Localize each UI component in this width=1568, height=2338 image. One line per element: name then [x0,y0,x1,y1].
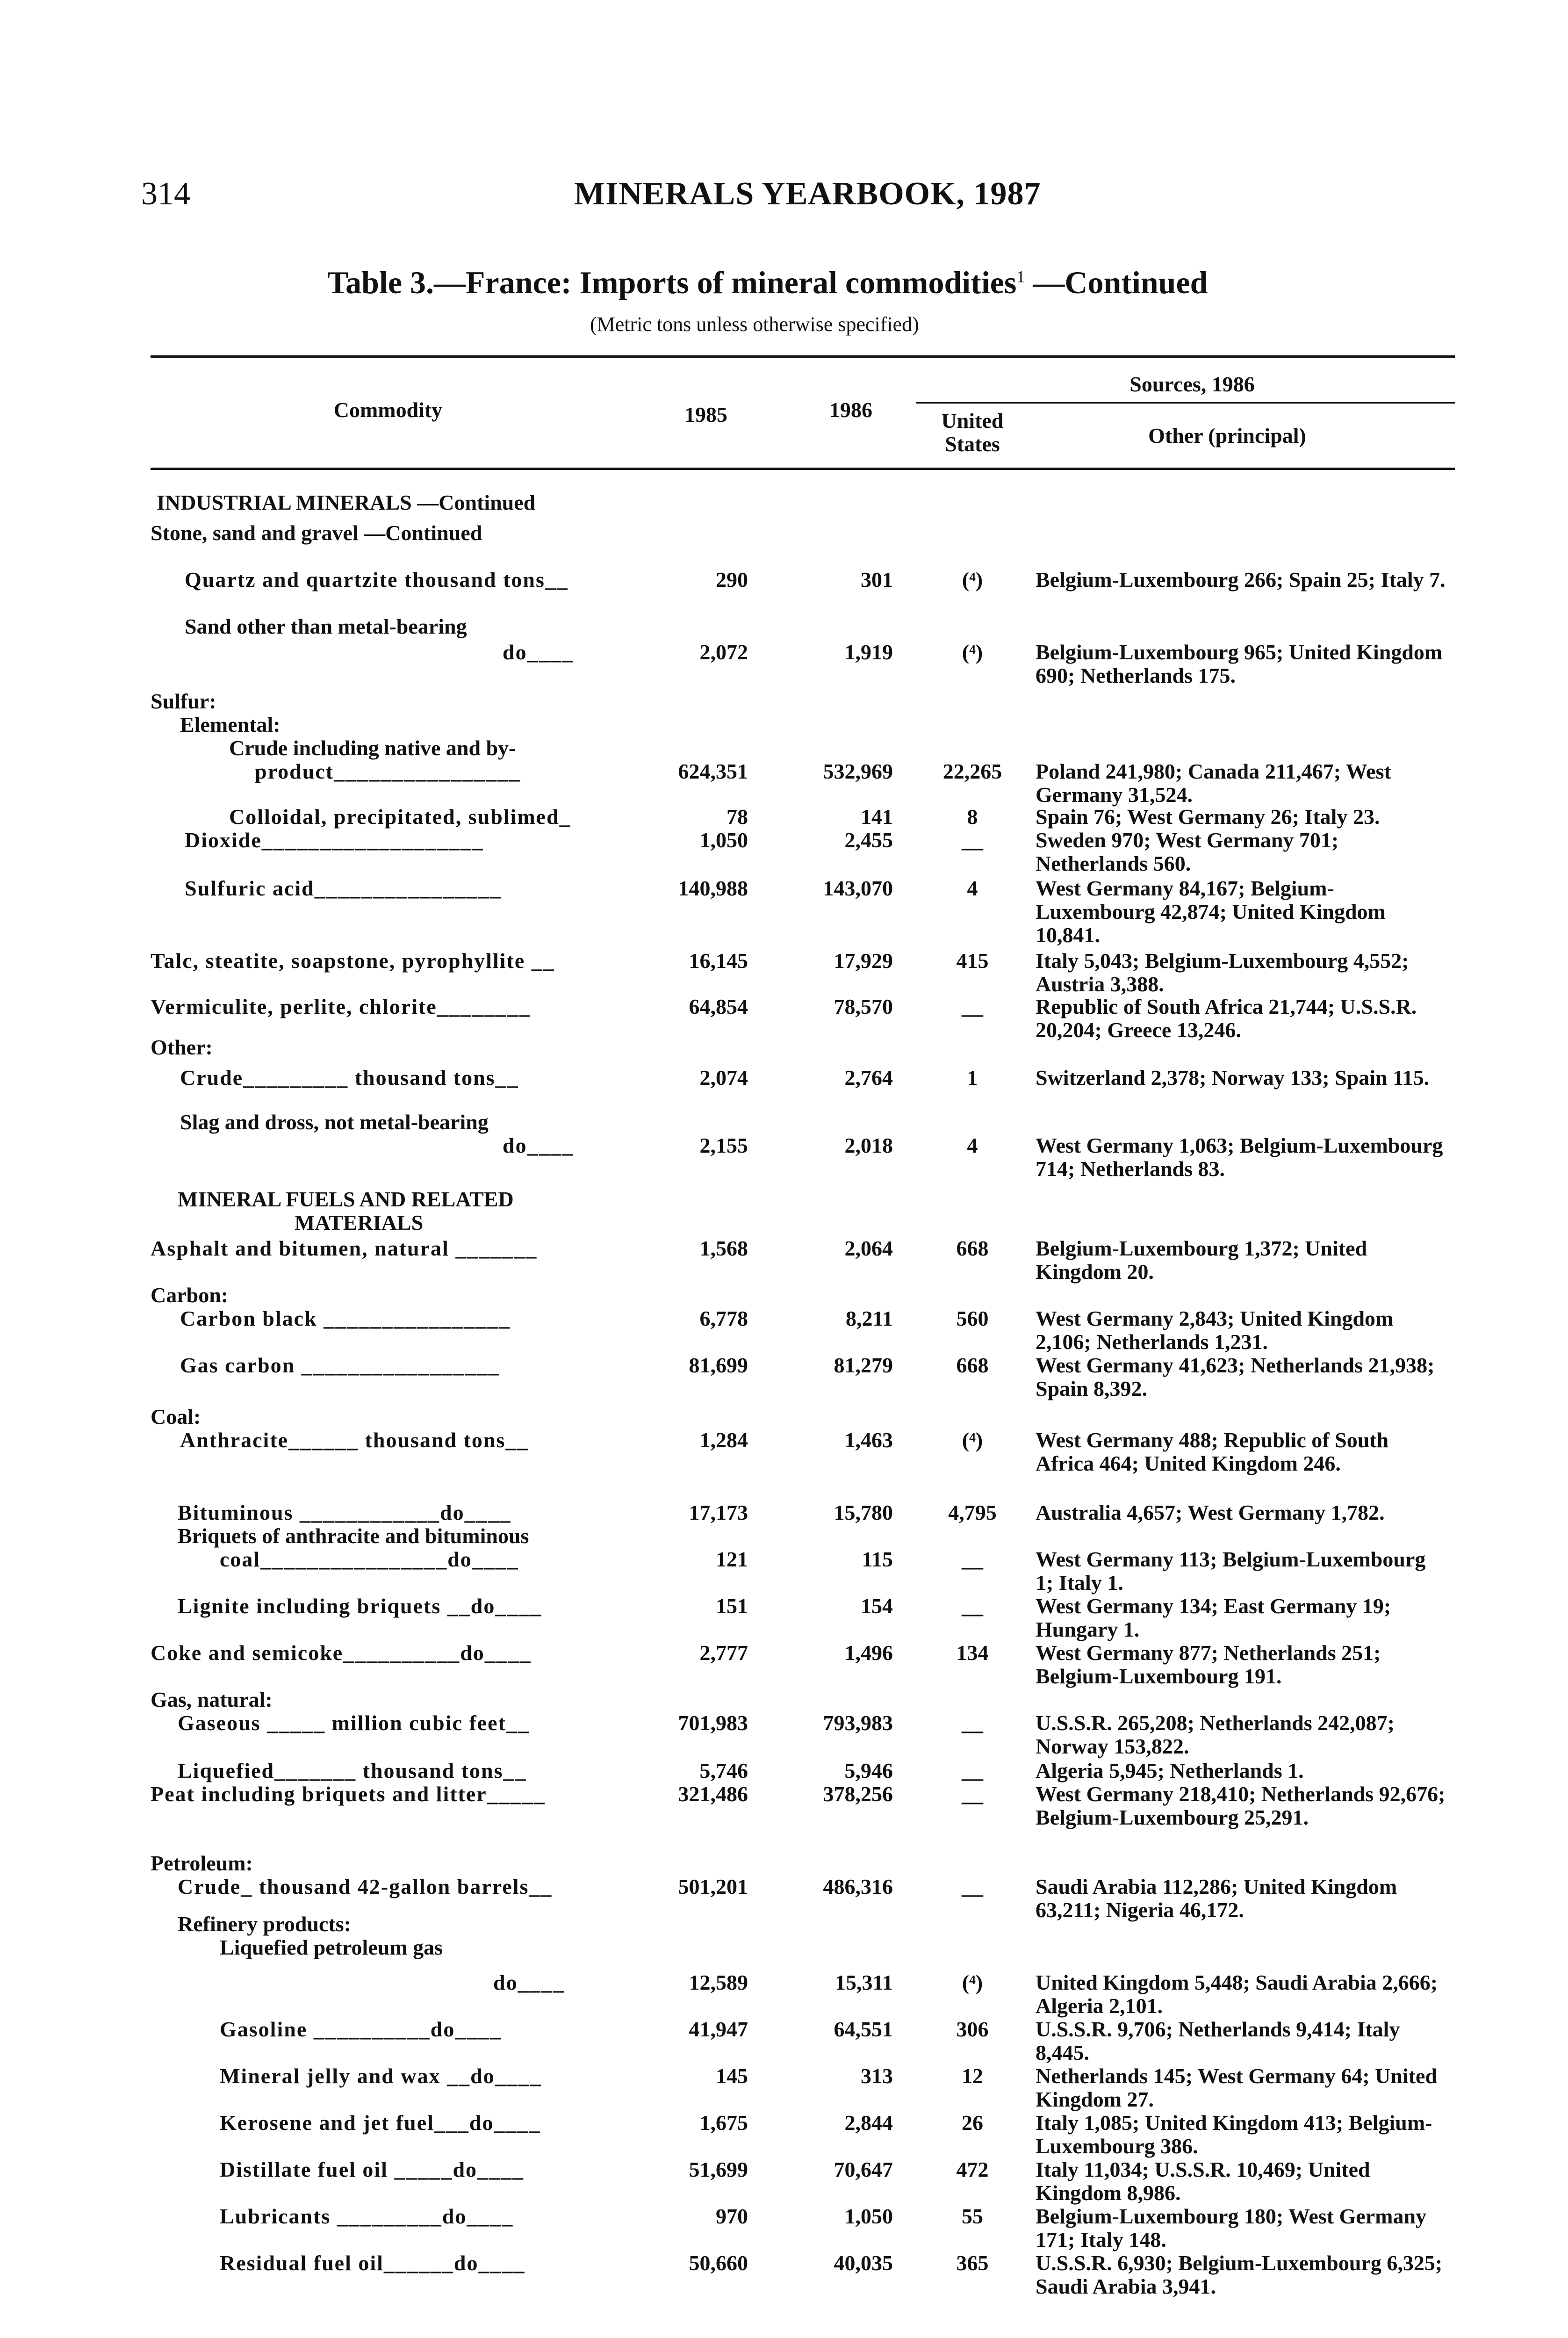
value-united-states: 668 [956,1353,989,1377]
value-1985: 78 [726,805,748,829]
value-other-sources: Belgium-Luxembourg 180; West Germany 171; Italy 148. [1036,2204,1427,2251]
value-other-sources: United Kingdom 5,448; Saudi Arabia 2,666; Algeria 2,101. [1036,1970,1438,2018]
value-united-states: (⁴) [962,568,983,592]
row-label: Crude_ thousand 42-gallon barrels__ [178,1875,553,1898]
sources-rule [916,402,1455,404]
value-united-states: 134 [956,1641,989,1665]
section-refinery-products: Refinery products: [178,1912,351,1936]
value-united-states: 55 [962,2204,983,2228]
value-united-states: 22,265 [942,759,1002,783]
value-1986: 15,780 [834,1501,893,1524]
value-1986: 2,064 [844,1236,893,1260]
row-label: Peat including briquets and litter_____ [151,1782,546,1806]
section-industrial-minerals: INDUSTRIAL MINERALS —Continued [157,491,536,514]
value-1986: 5,946 [844,1759,893,1782]
section-stone-sand-gravel: Stone, sand and gravel —Continued [151,521,482,545]
row-label: Gas carbon _________________ [180,1353,500,1377]
row-label: product________________ [255,759,521,783]
value-other-sources: Algeria 5,945; Netherlands 1. [1036,1759,1304,1782]
header-bottom-rule [151,468,1455,470]
value-1985: 290 [716,568,748,592]
row-label: Lignite including briquets __do____ [178,1594,542,1618]
value-united-states: __ [962,1711,983,1735]
table-subtitle: (Metric tons unless otherwise specified) [590,313,919,336]
table-title-suffix: —Continued [1025,265,1208,300]
row-label: Crude_________ thousand tons__ [180,1066,519,1090]
value-other-sources: Belgium-Luxembourg 266; Spain 25; Italy 7. [1036,568,1446,592]
section-crude-native: Crude including native and by- [229,736,516,760]
value-1986: 8,211 [846,1306,893,1330]
value-united-states: 4 [967,1133,978,1157]
section-lpg: Liquefied petroleum gas [220,1935,443,1959]
value-1985: 121 [716,1547,748,1571]
value-united-states: __ [962,995,983,1018]
value-1986: 2,455 [844,828,893,852]
value-1986: 2,018 [844,1133,893,1157]
value-1986: 378,256 [823,1782,893,1806]
row-label: Distillate fuel oil _____do____ [220,2158,525,2181]
value-1985: 64,854 [689,995,748,1018]
value-united-states: __ [962,828,983,852]
section-carbon: Carbon: [151,1283,229,1307]
row-label: Carbon black ________________ [180,1306,511,1330]
section-briquets: Briquets of anthracite and bituminous [178,1524,529,1548]
value-united-states: 1 [967,1066,978,1090]
row-label: Coke and semicoke__________do____ [151,1641,532,1665]
value-other-sources: West Germany 218,410; Netherlands 92,676; Belgium-Luxembourg 25,291. [1036,1782,1446,1829]
value-1986: 1,050 [844,2204,893,2228]
section-sand-other: Sand other than metal-bearing [185,614,467,638]
value-1986: 64,551 [834,2017,893,2041]
value-1985: 6,778 [699,1306,748,1330]
value-1985: 2,777 [699,1641,748,1665]
value-1985: 51,699 [689,2158,748,2181]
value-1985: 2,074 [699,1066,748,1090]
row-label: Dioxide___________________ [185,828,484,852]
value-other-sources: U.S.S.R. 9,706; Netherlands 9,414; Italy 8,445. [1036,2017,1400,2064]
value-other-sources: Saudi Arabia 112,286; United Kingdom 63,211; Nigeria 46,172. [1036,1875,1397,1922]
value-1985: 17,173 [689,1501,748,1524]
value-united-states: 560 [956,1306,989,1330]
section-coal: Coal: [151,1405,201,1429]
value-1986: 2,764 [844,1066,893,1090]
table-title-footnote-mark: 1 [1016,267,1025,286]
value-united-states: 8 [967,805,978,829]
running-head: MINERALS YEARBOOK, 1987 [574,176,1041,212]
col-header-1986: 1986 [829,398,872,422]
value-1985: 501,201 [678,1875,748,1898]
value-other-sources: Spain 76; West Germany 26; Italy 23. [1036,805,1380,829]
row-label: do____ [493,1970,565,1994]
page-number: 314 [141,176,190,212]
value-1986: 1,919 [844,640,893,664]
value-united-states: 12 [962,2064,983,2088]
value-1986: 1,496 [844,1641,893,1665]
value-united-states: __ [962,1782,983,1806]
value-1985: 1,050 [699,828,748,852]
value-united-states: 4,795 [948,1501,997,1524]
value-other-sources: Italy 1,085; United Kingdom 413; Belgium-Luxembourg 386. [1036,2111,1432,2158]
value-other-sources: Switzerland 2,378; Norway 133; Spain 115. [1036,1066,1430,1090]
row-label: Quartz and quartzite thousand tons__ [185,568,568,592]
value-1985: 41,947 [689,2017,748,2041]
value-1985: 2,155 [699,1133,748,1157]
value-other-sources: Australia 4,657; West Germany 1,782. [1036,1501,1385,1524]
value-1985: 1,284 [699,1428,748,1452]
table-title-text: Table 3.—France: Imports of mineral commodities [327,265,1017,300]
value-other-sources: West Germany 41,623; Netherlands 21,938; Spain 8,392. [1036,1353,1435,1400]
value-other-sources: Sweden 970; West Germany 701; Netherlands 560. [1036,828,1339,875]
section-petroleum: Petroleum: [151,1851,253,1875]
value-1986: 486,316 [823,1875,893,1898]
value-1986: 793,983 [823,1711,893,1735]
value-1985: 50,660 [689,2251,748,2275]
row-label: Sulfuric acid________________ [185,876,502,900]
row-label: Gasoline __________do____ [220,2017,502,2041]
col-header-sources: Sources, 1986 [1129,372,1255,396]
section-materials: MATERIALS [295,1211,424,1234]
value-1985: 16,145 [689,949,748,973]
value-other-sources: West Germany 134; East Germany 19; Hungary 1. [1036,1594,1391,1641]
value-other-sources: U.S.S.R. 6,930; Belgium-Luxembourg 6,325; Saudi Arabia 3,941. [1036,2251,1443,2298]
col-header-other: Other (principal) [1148,424,1306,447]
section-gas-natural: Gas, natural: [151,1688,273,1711]
row-label: Gaseous _____ million cubic feet__ [178,1711,530,1735]
value-united-states: (⁴) [962,640,983,664]
value-other-sources: U.S.S.R. 265,208; Netherlands 242,087; Norway 153,822. [1036,1711,1395,1758]
row-label: Slag and dross, not metal-bearing [180,1110,489,1134]
row-label: Anthracite______ thousand tons__ [180,1428,529,1452]
value-1985: 12,589 [689,1970,748,1994]
col-header-commodity: Commodity [333,398,443,422]
value-1985: 970 [716,2204,748,2228]
row-label: Lubricants _________do____ [220,2204,514,2228]
value-united-states: (⁴) [962,1428,983,1452]
col-header-united-states: United States [941,409,1004,456]
value-1986: 301 [861,568,893,592]
row-label: Vermiculite, perlite, chlorite________ [151,995,531,1018]
value-united-states: 4 [967,876,978,900]
value-1986: 15,311 [835,1970,893,1994]
row-label: coal________________do____ [220,1547,519,1571]
row-label: Asphalt and bitumen, natural _______ [151,1236,538,1260]
row-label: Talc, steatite, soapstone, pyrophyllite __ [151,949,555,973]
row-label: Kerosene and jet fuel___do____ [220,2111,541,2135]
value-other-sources: Belgium-Luxembourg 965; United Kingdom 690; Netherlands 175. [1036,640,1443,687]
value-united-states: __ [962,1875,983,1898]
value-other-sources: West Germany 488; Republic of South Africa 464; United Kingdom 246. [1036,1428,1389,1475]
value-1986: 70,647 [834,2158,893,2181]
row-label: Bituminous ____________do____ [178,1501,511,1524]
value-1985: 1,568 [699,1236,748,1260]
value-other-sources: Italy 5,043; Belgium-Luxembourg 4,552; Austria 3,388. [1036,949,1409,996]
value-1986: 81,279 [834,1353,893,1377]
value-other-sources: West Germany 113; Belgium-Luxembourg 1; Italy 1. [1036,1547,1426,1595]
value-other-sources: Republic of South Africa 21,744; U.S.S.R. 20,204; Greece 13,246. [1036,995,1417,1042]
value-1986: 2,844 [844,2111,893,2135]
value-united-states: (⁴) [962,1970,983,1994]
section-other: Other: [151,1035,213,1059]
row-label: Liquefied_______ thousand tons__ [178,1759,527,1782]
row-label: do____ [503,640,574,664]
value-1986: 17,929 [834,949,893,973]
value-united-states: 415 [956,949,989,973]
value-united-states: 26 [962,2111,983,2135]
row-label: Colloidal, precipitated, sublimed_ [229,805,571,829]
value-united-states: __ [962,1594,983,1618]
value-united-states: __ [962,1759,983,1782]
value-1985: 151 [716,1594,748,1618]
row-label: Residual fuel oil______do____ [220,2251,525,2275]
value-other-sources: Belgium-Luxembourg 1,372; United Kingdom 20. [1036,1236,1367,1284]
value-other-sources: Poland 241,980; Canada 211,467; West Germany 31,524. [1036,759,1391,807]
value-1985: 145 [716,2064,748,2088]
value-1986: 78,570 [834,995,893,1018]
section-elemental: Elemental: [180,713,281,736]
value-1986: 1,463 [844,1428,893,1452]
value-1985: 321,486 [678,1782,748,1806]
value-1986: 532,969 [823,759,893,783]
value-1986: 143,070 [823,876,893,900]
value-other-sources: West Germany 1,063; Belgium-Luxembourg 714; Netherlands 83. [1036,1133,1443,1181]
value-1986: 40,035 [834,2251,893,2275]
value-other-sources: West Germany 2,843; United Kingdom 2,106; Netherlands 1,231. [1036,1306,1394,1354]
value-other-sources: West Germany 84,167; Belgium-Luxembourg 42,874; United Kingdom 10,841. [1036,876,1386,947]
value-1986: 141 [861,805,893,829]
value-other-sources: Netherlands 145; West Germany 64; United Kingdom 27. [1036,2064,1438,2111]
value-1985: 81,699 [689,1353,748,1377]
value-united-states: 365 [956,2251,989,2275]
row-label-continued: do____ [503,1133,574,1157]
value-1985: 5,746 [699,1759,748,1782]
col-header-1985: 1985 [684,403,727,426]
value-other-sources: West Germany 877; Netherlands 251; Belgium-Luxembourg 191. [1036,1641,1381,1688]
section-mineral-fuels: MINERAL FUELS AND RELATED [178,1187,514,1211]
value-united-states: __ [962,1547,983,1571]
value-united-states: 306 [956,2017,989,2041]
top-rule [151,355,1455,358]
row-label: Mineral jelly and wax __do____ [220,2064,542,2088]
value-1986: 154 [861,1594,893,1618]
value-united-states: 668 [956,1236,989,1260]
value-united-states: 472 [956,2158,989,2181]
value-1985: 1,675 [699,2111,748,2135]
value-other-sources: Italy 11,034; U.S.S.R. 10,469; United Kingdom 8,986. [1036,2158,1370,2205]
section-sulfur: Sulfur: [151,689,216,713]
value-1985: 2,072 [699,640,748,664]
value-1985: 701,983 [678,1711,748,1735]
value-1985: 140,988 [678,876,748,900]
table-title [327,264,1208,301]
value-1986: 313 [861,2064,893,2088]
value-1986: 115 [862,1547,893,1571]
value-1985: 624,351 [678,759,748,783]
